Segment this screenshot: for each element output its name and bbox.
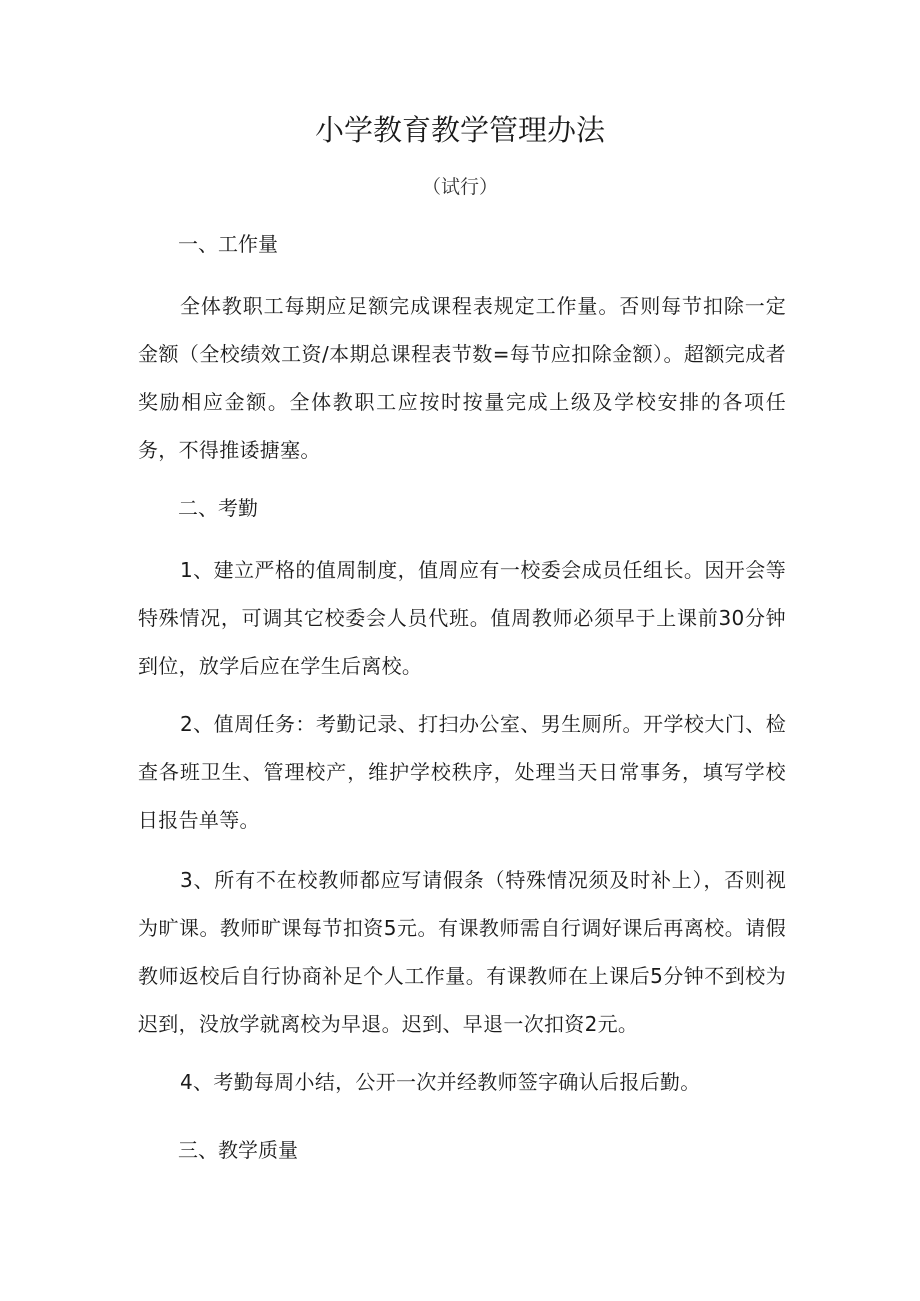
section-heading-attendance: 二、考勤 [178,496,258,520]
document-title: 小学教育教学管理办法 [314,113,605,147]
paragraph-attendance-1: 1、建立严格的值周制度，值周应有一校委会成员任组长。因开会等特殊情况，可调其它校委会人员代班。值周教师必须早于上课前30分钟到位，放学后应在学生后离校。 [138,558,786,678]
paragraph-workload: 全体教职工每期应足额完成课程表规定工作量。否则每节扣除一定金额（全校绩效工资/本期总课程表节数=每节应扣除金额）。超额完成者奖励相应金额。全体教职工应按时按量完成上级及学校安排的各项任务，不得推诿搪塞。 [138,294,786,462]
paragraph-attendance-2: 2、值周任务：考勤记录、打扫办公室、男生厕所。开学校大门、检查各班卫生、管理校产，维护学校秩序，处理当天日常事务，填写学校日报告单等。 [138,712,786,832]
document-subtitle: （试行） [421,176,498,198]
section-heading-teaching-quality: 三、教学质量 [178,1138,298,1162]
paragraph-attendance-3: 3、所有不在校教师都应写请假条（特殊情况须及时补上），否则视为旷课。教师旷课每节扣资5元。有课教师需自行调好课后再离校。请假教师返校后自行协商补足个人工作量。有课教师在上课后5分钟不到校为迟到，没放学就离校为早退。迟到、早退一次扣资2元。 [138,868,786,1036]
section-heading-workload: 一、工作量 [178,232,278,256]
paragraph-attendance-4: 4、考勤每周小结，公开一次并经教师签字确认后报后勤。 [180,1070,701,1094]
